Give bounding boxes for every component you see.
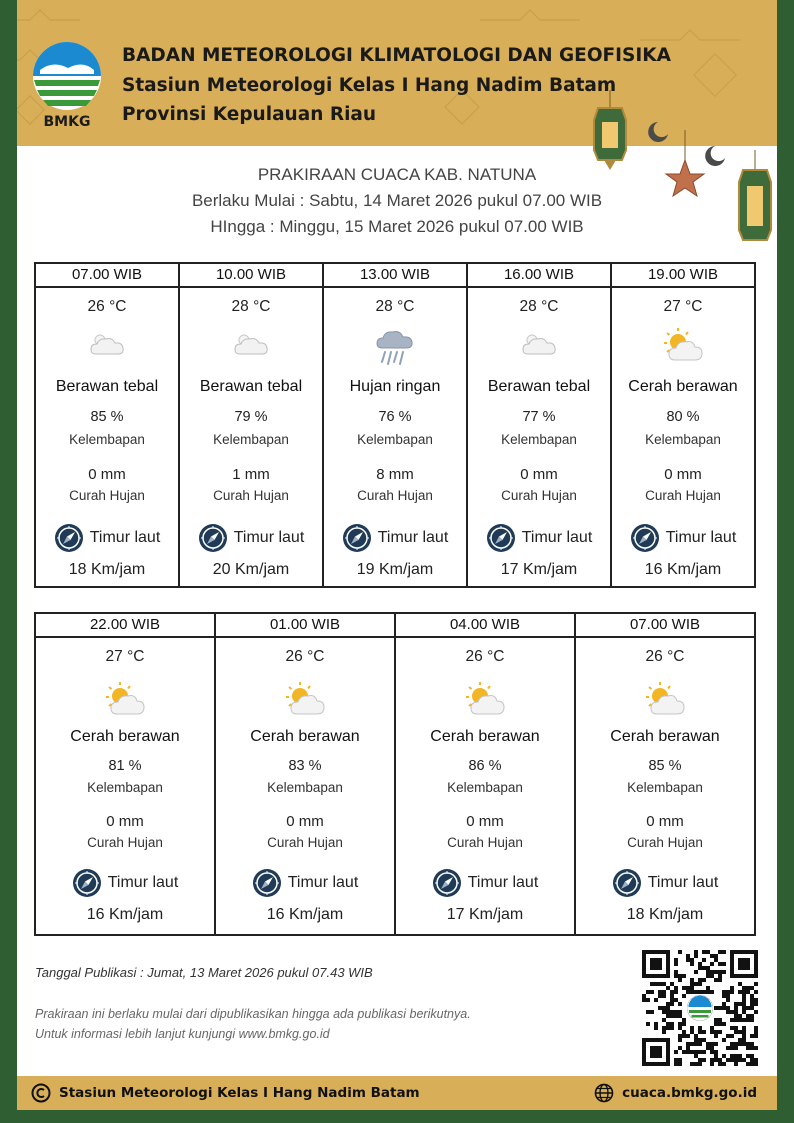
wind-direction-icon: [432, 868, 462, 898]
cloudy-icon: [85, 324, 129, 368]
weather-condition: Cerah berawan: [610, 728, 720, 745]
weather-condition: Berawan tebal: [487, 378, 591, 395]
forecast-column: [180, 264, 324, 586]
temperature: 26 °C: [465, 648, 505, 665]
wind-speed: 20 Km/jam: [212, 561, 290, 578]
forecast-column: [36, 614, 216, 934]
humidity-label: Kelembapan: [87, 780, 163, 795]
wind-direction: [396, 866, 574, 900]
cloudy-icon: [517, 324, 561, 368]
qr-code-icon[interactable]: [642, 950, 758, 1066]
forecast-table-top: [34, 262, 756, 588]
forecast-column: [36, 264, 180, 586]
publication-date: Tanggal Publikasi : Jumat, 13 Maret 2026 pukul 07.43 WIB: [35, 965, 373, 980]
forecast-time: 16.00 WIB: [468, 264, 610, 288]
forecast-time: 07.00 WIB: [36, 264, 178, 288]
humidity-value: 81 %: [108, 758, 142, 774]
wind-speed: 16 Km/jam: [86, 906, 164, 923]
rainfall-value: 0 mm: [286, 813, 324, 830]
wind-direction-icon: [630, 523, 660, 553]
rainfall-label: Curah Hujan: [501, 488, 577, 503]
wind-direction: [180, 521, 322, 555]
partly-cloudy-icon: [283, 678, 327, 722]
rainfall-value: 1 mm: [232, 466, 270, 483]
globe-icon: [594, 1083, 614, 1103]
humidity-label: Kelembapan: [501, 432, 577, 447]
forecast-column: [468, 264, 612, 586]
wind-direction-icon: [486, 523, 516, 553]
rainfall-label: Curah Hujan: [627, 835, 703, 850]
wind-direction: [612, 521, 754, 555]
rainfall-label: Curah Hujan: [645, 488, 721, 503]
humidity-value: 85 %: [648, 758, 682, 774]
rainfall-label: Curah Hujan: [69, 488, 145, 503]
weather-condition: Hujan ringan: [349, 378, 441, 395]
temperature: 26 °C: [645, 648, 685, 665]
forecast-time: 19.00 WIB: [612, 264, 754, 288]
rainfall-value: 0 mm: [106, 813, 144, 830]
humidity-value: 79 %: [234, 409, 268, 425]
province-name: Provinsi Kepulauan Riau: [122, 104, 377, 125]
temperature: 26 °C: [285, 648, 325, 665]
station-name: Stasiun Meteorologi Kelas I Hang Nadim Batam: [122, 75, 617, 96]
wind-direction-icon: [72, 868, 102, 898]
temperature: 27 °C: [105, 648, 145, 665]
humidity-value: 77 %: [522, 409, 556, 425]
rainfall-value: 0 mm: [466, 813, 504, 830]
rainfall-value: 8 mm: [376, 466, 414, 483]
wind-direction: [324, 521, 466, 555]
info-note: Untuk informasi lebih lanjut kunjungi www.bmkg.go.id: [35, 1027, 330, 1041]
rainfall-label: Curah Hujan: [357, 488, 433, 503]
weather-condition: Cerah berawan: [70, 728, 180, 745]
wind-direction-icon: [252, 868, 282, 898]
wind-direction-text: Timur laut: [287, 874, 359, 891]
validity-note: Prakiraan ini berlaku mulai dari dipublikasikan hingga ada publikasi berikutnya.: [35, 1007, 471, 1021]
humidity-label: Kelembapan: [213, 432, 289, 447]
wind-direction-text: Timur laut: [107, 874, 179, 891]
forecast-title: PRAKIRAAN CUACA KAB. NATUNA: [257, 165, 537, 184]
bmkg-emblem-icon: [28, 40, 106, 112]
forecast-title-block: [0, 162, 794, 240]
wind-speed: 17 Km/jam: [446, 906, 524, 923]
footer-station-name: Stasiun Meteorologi Kelas I Hang Nadim Batam: [59, 1085, 420, 1101]
wind-direction-text: Timur laut: [233, 529, 305, 546]
rainfall-label: Curah Hujan: [447, 835, 523, 850]
humidity-label: Kelembapan: [267, 780, 343, 795]
partly-cloudy-icon: [103, 678, 147, 722]
footer-website[interactable]: cuaca.bmkg.go.id: [622, 1085, 757, 1101]
weather-condition: Cerah berawan: [628, 378, 738, 395]
forecast-time: 01.00 WIB: [216, 614, 394, 638]
cloudy-icon: [229, 324, 273, 368]
frame-bottom: [0, 1109, 794, 1123]
bmkg-logo-text: BMKG: [43, 114, 91, 130]
bmkg-logo: [28, 40, 106, 136]
partly-cloudy-icon: [463, 678, 507, 722]
forecast-table-bottom: [34, 612, 756, 936]
wind-direction-text: Timur laut: [377, 529, 449, 546]
wind-direction-text: Timur laut: [521, 529, 593, 546]
temperature: 28 °C: [519, 298, 559, 315]
humidity-value: 80 %: [666, 409, 700, 425]
humidity-label: Kelembapan: [69, 432, 145, 447]
rainfall-value: 0 mm: [88, 466, 126, 483]
forecast-time: 04.00 WIB: [396, 614, 574, 638]
humidity-label: Kelembapan: [357, 432, 433, 447]
wind-direction-text: Timur laut: [647, 874, 719, 891]
rainfall-label: Curah Hujan: [87, 835, 163, 850]
rainfall-label: Curah Hujan: [267, 835, 343, 850]
temperature: 26 °C: [87, 298, 127, 315]
wind-speed: 19 Km/jam: [356, 561, 434, 578]
rainfall-label: Curah Hujan: [213, 488, 289, 503]
humidity-value: 86 %: [468, 758, 502, 774]
wind-direction-icon: [342, 523, 372, 553]
rainfall-value: 0 mm: [646, 813, 684, 830]
forecast-column: [216, 614, 396, 934]
wind-direction-text: Timur laut: [467, 874, 539, 891]
wind-speed: 18 Km/jam: [626, 906, 704, 923]
humidity-label: Kelembapan: [447, 780, 523, 795]
forecast-column: [576, 614, 754, 934]
partly-cloudy-icon: [661, 324, 705, 368]
footer-bar: [17, 1076, 777, 1110]
temperature: 28 °C: [231, 298, 271, 315]
forecast-column: [612, 264, 754, 586]
rainfall-value: 0 mm: [520, 466, 558, 483]
copyright-icon: [31, 1083, 51, 1103]
wind-direction: [468, 521, 610, 555]
humidity-value: 85 %: [90, 409, 124, 425]
partly-cloudy-icon: [643, 678, 687, 722]
rainfall-value: 0 mm: [664, 466, 702, 483]
forecast-time: 13.00 WIB: [324, 264, 466, 288]
wind-direction-text: Timur laut: [89, 529, 161, 546]
wind-direction-icon: [198, 523, 228, 553]
weather-condition: Cerah berawan: [430, 728, 540, 745]
forecast-time: 10.00 WIB: [180, 264, 322, 288]
wind-direction: [216, 866, 394, 900]
forecast-column: [324, 264, 468, 586]
humidity-label: Kelembapan: [645, 432, 721, 447]
humidity-value: 83 %: [288, 758, 322, 774]
wind-speed: 16 Km/jam: [644, 561, 722, 578]
forecast-time: 07.00 WIB: [576, 614, 754, 638]
valid-from: Berlaku Mulai : Sabtu, 14 Maret 2026 pukul 07.00 WIB: [191, 191, 603, 210]
wind-speed: 16 Km/jam: [266, 906, 344, 923]
wind-direction: [36, 521, 178, 555]
rain-icon: [373, 324, 417, 368]
temperature: 27 °C: [663, 298, 703, 315]
wind-direction: [36, 866, 214, 900]
wind-direction-icon: [612, 868, 642, 898]
humidity-label: Kelembapan: [627, 780, 703, 795]
footer-right: [594, 1083, 757, 1103]
agency-name: BADAN METEOROLOGI KLIMATOLOGI DAN GEOFISIKA: [122, 45, 671, 66]
wind-direction: [576, 866, 754, 900]
wind-direction-text: Timur laut: [665, 529, 737, 546]
wind-direction-icon: [54, 523, 84, 553]
weather-condition: Cerah berawan: [250, 728, 360, 745]
wind-speed: 18 Km/jam: [68, 561, 146, 578]
forecast-column: [396, 614, 576, 934]
temperature: 28 °C: [375, 298, 415, 315]
humidity-value: 76 %: [378, 409, 412, 425]
valid-until: HIngga : Minggu, 15 Maret 2026 pukul 07.00 WIB: [210, 217, 584, 236]
weather-condition: Berawan tebal: [199, 378, 303, 395]
wind-speed: 17 Km/jam: [500, 561, 578, 578]
footer-left: [31, 1083, 420, 1103]
weather-condition: Berawan tebal: [55, 378, 159, 395]
forecast-time: 22.00 WIB: [36, 614, 214, 638]
